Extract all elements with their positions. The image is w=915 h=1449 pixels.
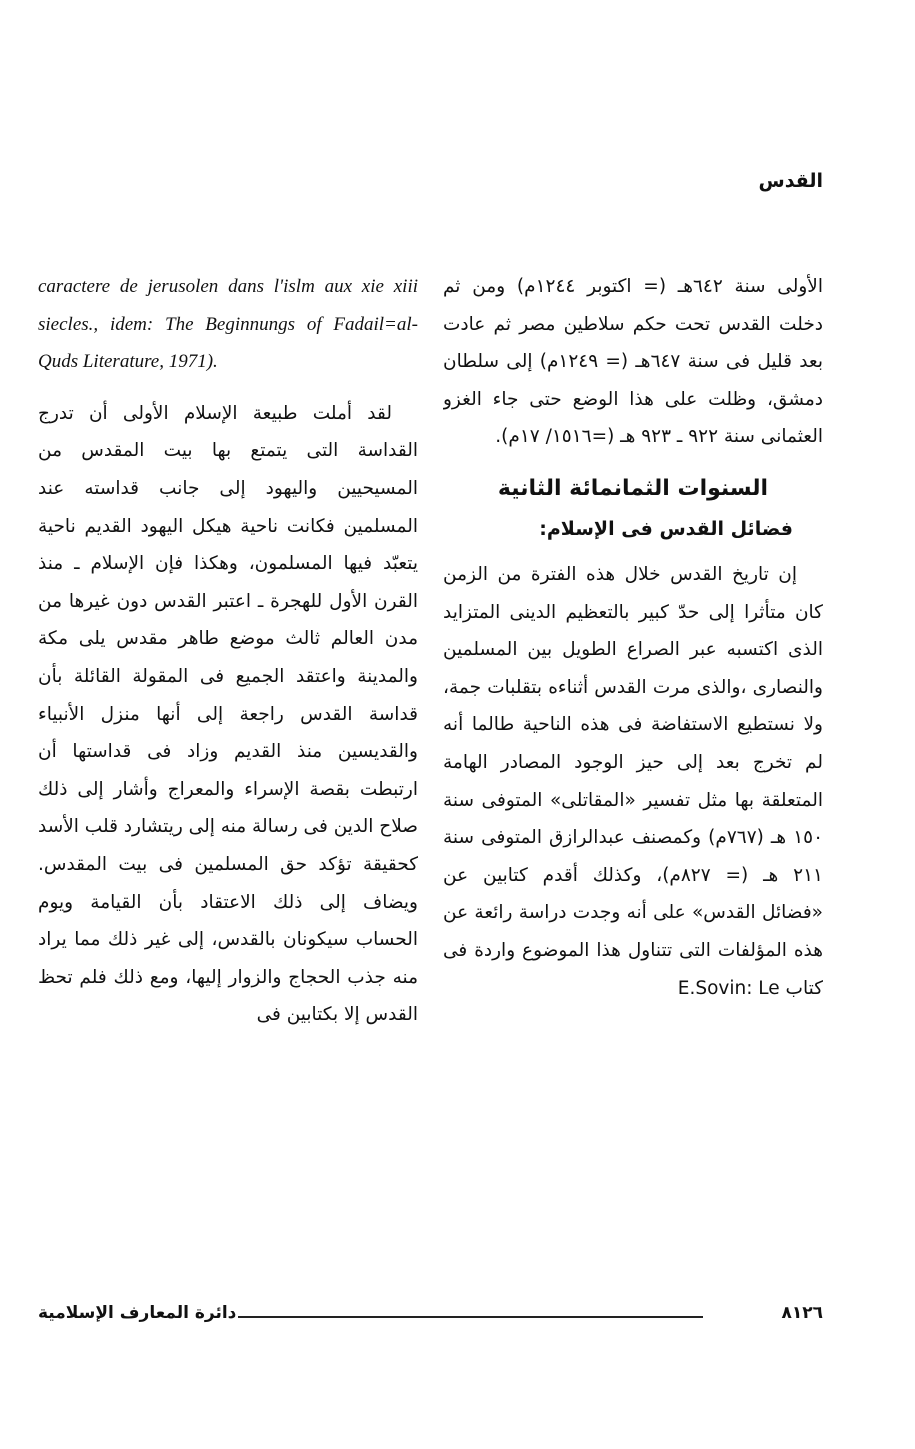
- right-paragraph-1: الأولى سنة ٦٤٢هـ (= اكتوبر ١٢٤٤م) ومن ثم دخلت القدس تحت حكم سلاطين مصر ثم عادت بعد قليل فى سنة ٦٤٧هـ (= ١٢٤٩م) إلى سلطان دمشق، وظلت على هذا الوضع حتى جاء الغزو العثمانى سنة ٩٢٢ ـ ٩٢٣ هـ (=١٥١٦/ ١٧م).: [443, 276, 823, 448]
- right-column: [443, 268, 823, 1288]
- left-column: [38, 268, 418, 1288]
- running-title: القدس: [758, 170, 823, 192]
- citation-text: caractere de jerusolen dans l'islm aux xie xiii siecles., idem: The Beginnungs of Fadail=al- Quds Literature, 1971).: [38, 276, 418, 373]
- section-title: السنوات الثمانمائة الثانية: [497, 475, 769, 501]
- footer-rule: [238, 1316, 703, 1318]
- publication-title: دائرة المعارف الإسلامية: [38, 1303, 237, 1323]
- page-footer: [38, 1303, 823, 1333]
- subsection-title: فضائل القدس فى الإسلام:: [539, 517, 793, 540]
- left-paragraph-1: لقد أملت طبيعة الإسلام الأولى أن تدرج القداسة التى يتمتع بها بيت المقدس من المسيحيين واليهود إلى جانب قداسته عند المسلمين فكانت ناحية هيكل اليهود القديم ناحية يتعبّد فيها المسلمون، وهكذا فإن الإسلام ـ منذ القرن الأول للهجرة ـ اعتبر القدس دون غيرها من مدن العالم ثالث موضع طاهر مقدس يلى مكة والمدينة واعتقد الجميع فى المقولة القائلة بأن قداسة القدس راجعة إلى أنها منزل الأنبياء والقديسين منذ القديم وزاد فى قداستها أن ارتبطت بقصة الإسراء والمعراج وأشار إلى ذلك صلاح الدين فى رسالة منه إلى ريتشارد قلب الأسد كحقيقة تؤكد حق المسلمين فى بيت المقدس. ويضاف إلى ذلك الاعتقاد بأن القيامة ويوم الحساب سيكونان بالقدس، إلى غير ذلك مما يراد منه جذب الحجاج والزوار إليها، ومع ذلك فلم تحظ القدس إلا بكتابين فى: [38, 402, 418, 1026]
- page-number: ٨١٢٦: [781, 1303, 823, 1323]
- right-paragraph-2: إن تاريخ القدس خلال هذه الفترة من الزمن كان متأثرا إلى حدّ كبير بالتعظيم الدينى المتزايد الذى اكتسبه عبر الصراع الطويل بين المسلمين والنصارى ،والذى مرت القدس أثناءه بتقلبات جمة، ولا نستطيع الاستفاضة فى هذه الناحية طالما أنه لم تخرج بعد إلى حيز الوجود المصادر الهامة المتعلقة بها مثل تفسير «المقاتلى» المتوفى سنة ١٥٠ هـ (٧٦٧م) وكمصنف عبدالرازق المتوفى سنة ٢١١ هـ (= ٨٢٧م)، وكذلك أقدم كتابين عن «فضائل القدس» على أنه وجدت دراسة رائعة عن هذه المؤلفات التى تتناول هذا الموضوع واردة فى كتاب E.Sovin: Le: [443, 563, 823, 999]
